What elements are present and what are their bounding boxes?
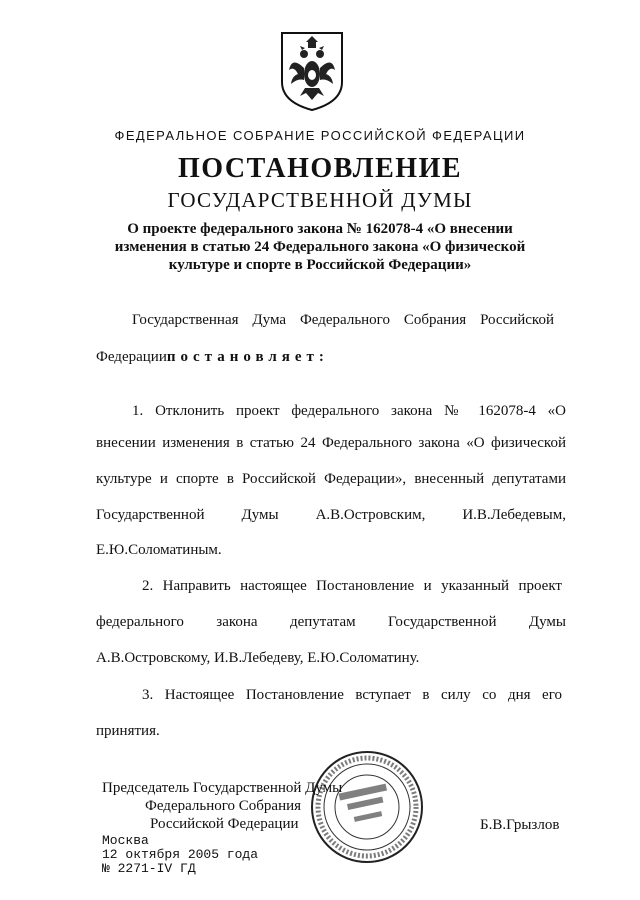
item-1-line: Государственной Думы А.В.Островским, И.В.Лебедевым, (96, 507, 566, 523)
date-of-signing: 12 октября 2005 года (102, 847, 259, 862)
document-footer (102, 834, 258, 876)
item-1-line: культуре и спорте в Российской Федерации», внесенный депутатами (96, 471, 566, 487)
item-2-line: 2. Направить настоящее Постановление и указанный проект (142, 578, 562, 594)
signatory-title: Председатель Государственной Думы (102, 780, 343, 796)
preamble-subject: Федерации (96, 349, 167, 365)
subject-line: изменения в статью 24 Федерального закона «О физической (114, 239, 526, 255)
document-type-title: ПОСТАНОВЛЕНИЕ (177, 153, 463, 184)
item-1-line: Е.Ю.Соломатиным. (96, 542, 222, 558)
signatory-name: Б.В.Грызлов (480, 817, 560, 833)
signatory-title: Федерального Собрания (145, 798, 302, 814)
item-1-line: внесении изменения в статью 24 Федерального закона «О физической (96, 435, 566, 451)
item-3-line: принятия. (96, 723, 160, 739)
double-headed-eagle-coat-of-arms-icon (278, 30, 346, 112)
item-1-line: 1. Отклонить проект федерального закона № 162078-4 «О (132, 403, 566, 419)
decree-word: постановляет: (166, 349, 329, 365)
subject-line: О проекте федерального закона № 162078-4 «О внесении (127, 221, 513, 237)
item-3-line: 3. Настоящее Постановление вступает в силу со дня его (142, 687, 562, 703)
place-of-signing: Москва (102, 833, 149, 848)
preamble-line: Государственная Дума Федерального Собрания Российской (132, 312, 554, 328)
subject-line: культуре и спорте в Российской Федерации» (168, 257, 472, 273)
assembly-name: ФЕДЕРАЛЬНОЕ СОБРАНИЕ РОССИЙСКОЙ ФЕДЕРАЦИИ (114, 128, 526, 143)
official-seal-stamp (308, 748, 426, 866)
document-number: № 2271-IV ГД (102, 861, 196, 876)
item-2-line: федерального закона депутатам Государственной Думы (96, 614, 566, 630)
issuing-body: ГОСУДАРСТВЕННОЙ ДУМЫ (167, 188, 473, 212)
item-2-line: А.В.Островскому, И.В.Лебедеву, Е.Ю.Соломатину. (96, 650, 420, 666)
signatory-title: Российской Федерации (150, 816, 299, 832)
preamble-line (96, 348, 566, 366)
document-subject (96, 220, 544, 274)
